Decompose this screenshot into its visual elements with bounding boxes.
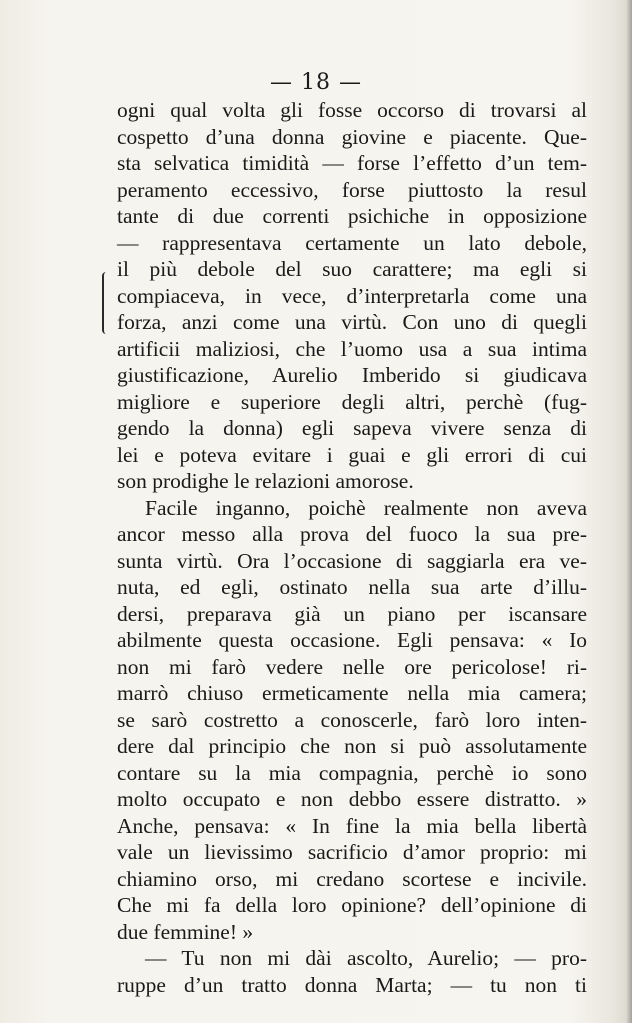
text-line: compiaceva, in vece, d’interpretarla come una [117, 283, 587, 308]
text-line: vale un lievissimo sacrificio d’amor proprio: mi [117, 840, 587, 864]
text-line: marrò chiuso ermeticamente nella mia camera; [117, 681, 587, 705]
text-line: ogni qual volta gli fosse occorso di trovarsi al [117, 98, 587, 122]
text-line: son prodighe le relazioni amorose. [117, 469, 414, 493]
text-line: ruppe d’un tratto donna Marta; — tu non ti [117, 972, 587, 997]
text-line: forza, anzi come una virtù. Con uno di quegli [117, 310, 587, 334]
body-text [117, 97, 587, 998]
page-edge-shadow [626, 0, 632, 1023]
text-line: giustificazione, Aurelio Imberido si giudicava [117, 363, 587, 387]
text-line: dersi, preparava già un piano per iscansare [117, 601, 587, 626]
text-line: ancor messo alla prova del fuoco la sua pre- [117, 522, 587, 546]
margin-bracket-mark [102, 272, 110, 334]
text-line: Che mi fa della loro opinione? dell’opinione di [117, 893, 587, 917]
text-line: tante di due correnti psichiche in opposizione [117, 204, 587, 228]
text-line: lei e poteva evitare i guai e gli errori di cui [117, 442, 587, 467]
text-line: — Tu non mi dài ascolto, Aurelio; — pro- [145, 946, 587, 970]
page-number: — 18 — [270, 70, 362, 95]
text-line: chiamino orso, mi credano scortese e incivile. [117, 866, 587, 891]
text-line: nuta, ed egli, ostinato nella sua arte d’illu- [117, 575, 587, 599]
text-line: dere dal principio che non si può assolutamente [117, 734, 587, 758]
text-line: non mi farò vedere nelle ore pericolose! ri- [117, 654, 587, 679]
text-line: due femmine! » [117, 919, 254, 944]
text-line: sunta virtù. Ora l’occasione di saggiarla era ve- [117, 548, 587, 573]
text-line: — rappresentava certamente un lato debole, [117, 230, 587, 255]
text-line: molto occupato e non debbo essere distratto. » [117, 787, 587, 811]
text-line: gendo la donna) egli sapeva vivere senza di [117, 416, 587, 440]
text-line: peramento eccessivo, forse piuttosto la resul [117, 177, 587, 202]
text-line: migliore e superiore degli altri, perchè (fug- [117, 389, 587, 414]
text-line: il più debole del suo carattere; ma egli si [117, 257, 587, 281]
text-line: sta selvatica timidità — forse l’effetto d’un tem- [117, 151, 587, 175]
text-line: contare su la mia compagnia, perchè io sono [117, 760, 587, 785]
text-line: abilmente questa occasione. Egli pensava: « Io [117, 628, 587, 652]
text-line: cospetto d’una donna giovine e piacente. Que- [117, 124, 587, 149]
text-line: se sarò costretto a conoscerle, farò loro inten- [117, 707, 587, 732]
text-line: Facile inganno, poichè realmente non aveva [145, 495, 587, 520]
text-line: artificii maliziosi, che l’uomo usa a sua intima [117, 336, 587, 361]
text-line: Anche, pensava: « In fine la mia bella libertà [117, 813, 587, 838]
